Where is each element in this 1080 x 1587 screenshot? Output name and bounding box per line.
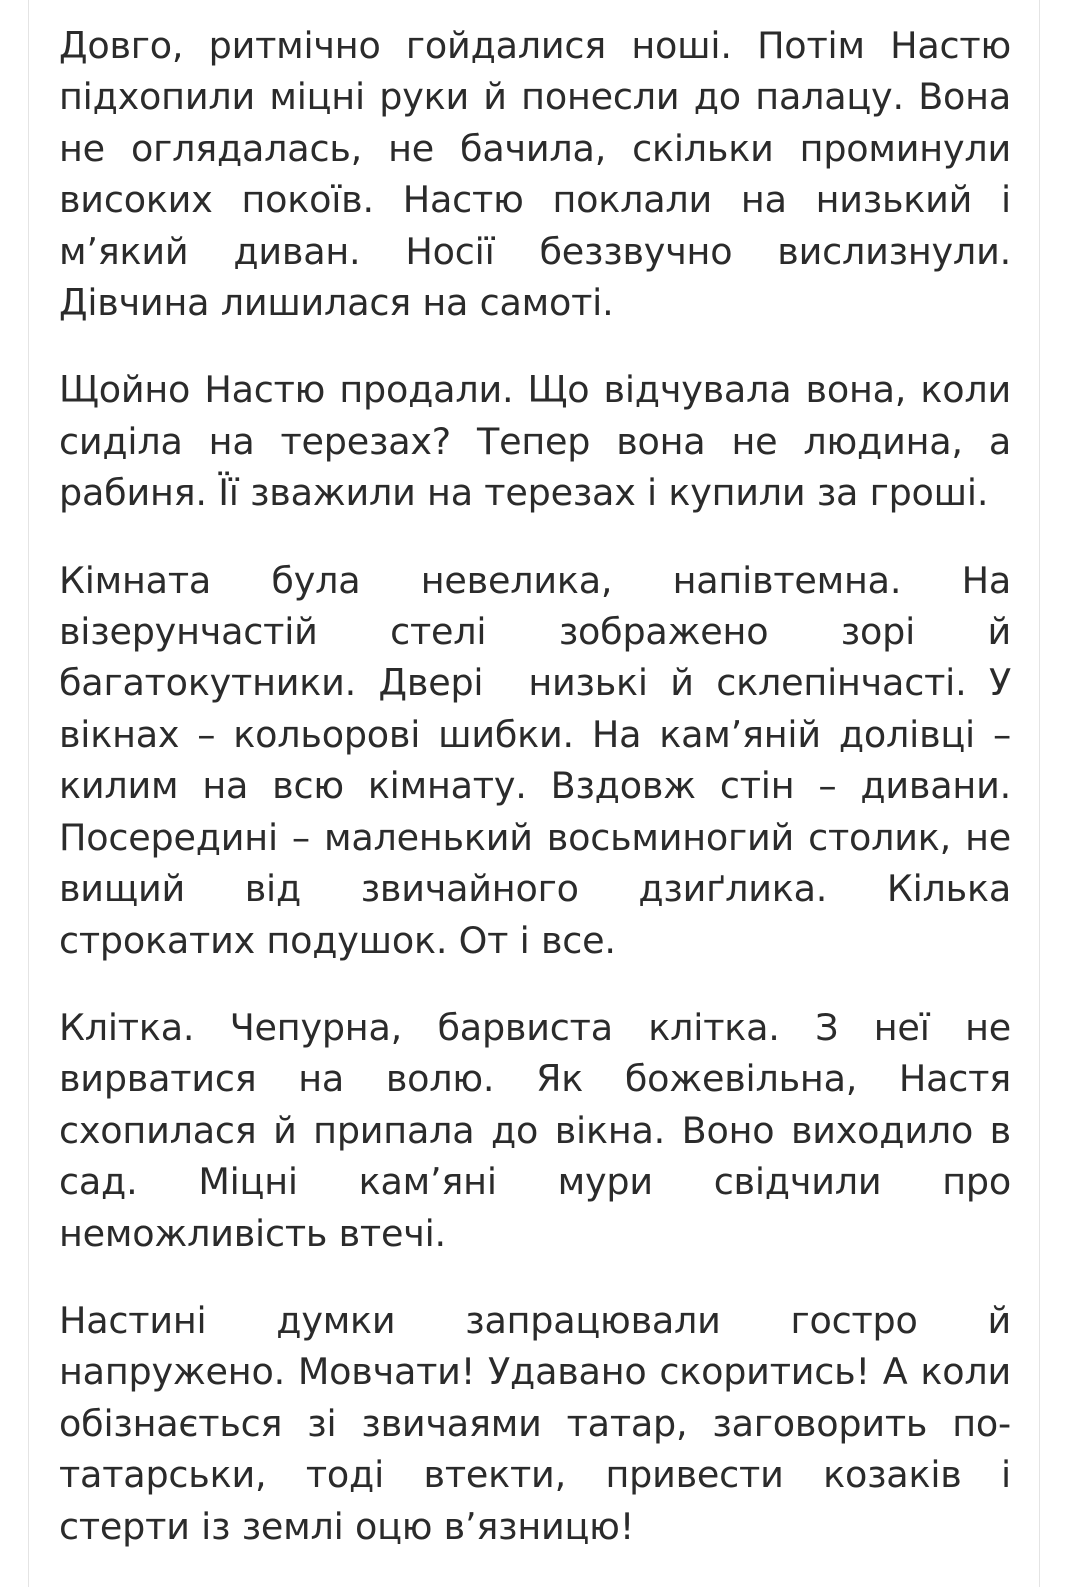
paragraph-4: Клітка. Чепурна, барвиста клітка. З неї не вирватися на волю. Як божевільна, Настя схопилася й припала до вікна. Воно виходило в сад. Міцні кам’яні мури свідчили про неможливість втечі. [59,1005,1023,1255]
paragraph-2: Щойно Настю продали. Що відчувала вона, коли сиділа на терезах? Тепер вона не людина, а рабиня. Її зважили на терезах і купили за гроші. [59,368,1023,515]
paragraph-5: Настині думки запрацювали гостро й напружено. Мовчати! Удавано скоритись! А коли обізнається зі звичаями татар, заговорить по-татарськи, тоді втекти, привести козаків і стерти із землі оцю в’язницю! [59,1298,1023,1548]
article-text [59,20,1023,1552]
paragraph-3: Кімната була невелика, напівтемна. На візерунчастій стелі зображено зорі й багатокутники. Двері низькі й склепінчасті. У вікнах – кольорові шибки. На кам’яній долівці – килим на всю кімнату. Вздовж стін – дивани. Посередині – маленький восьминогий столик, не вищий від звичайного дзиґлика. Кілька строкатих подушок. От і все. [59,558,1023,962]
paragraph-1: Довго, ритмічно гойдалися ноші. Потім Настю підхопили міцні руки й понесли до палацу. Вона не оглядалась, не бачила, скільки проминули високих покоїв. Настю поклали на низький і м’який диван. Носії беззвучно вислизнули. Дівчина лишилася на самоті. [59,24,1023,325]
page [28,0,1040,1587]
